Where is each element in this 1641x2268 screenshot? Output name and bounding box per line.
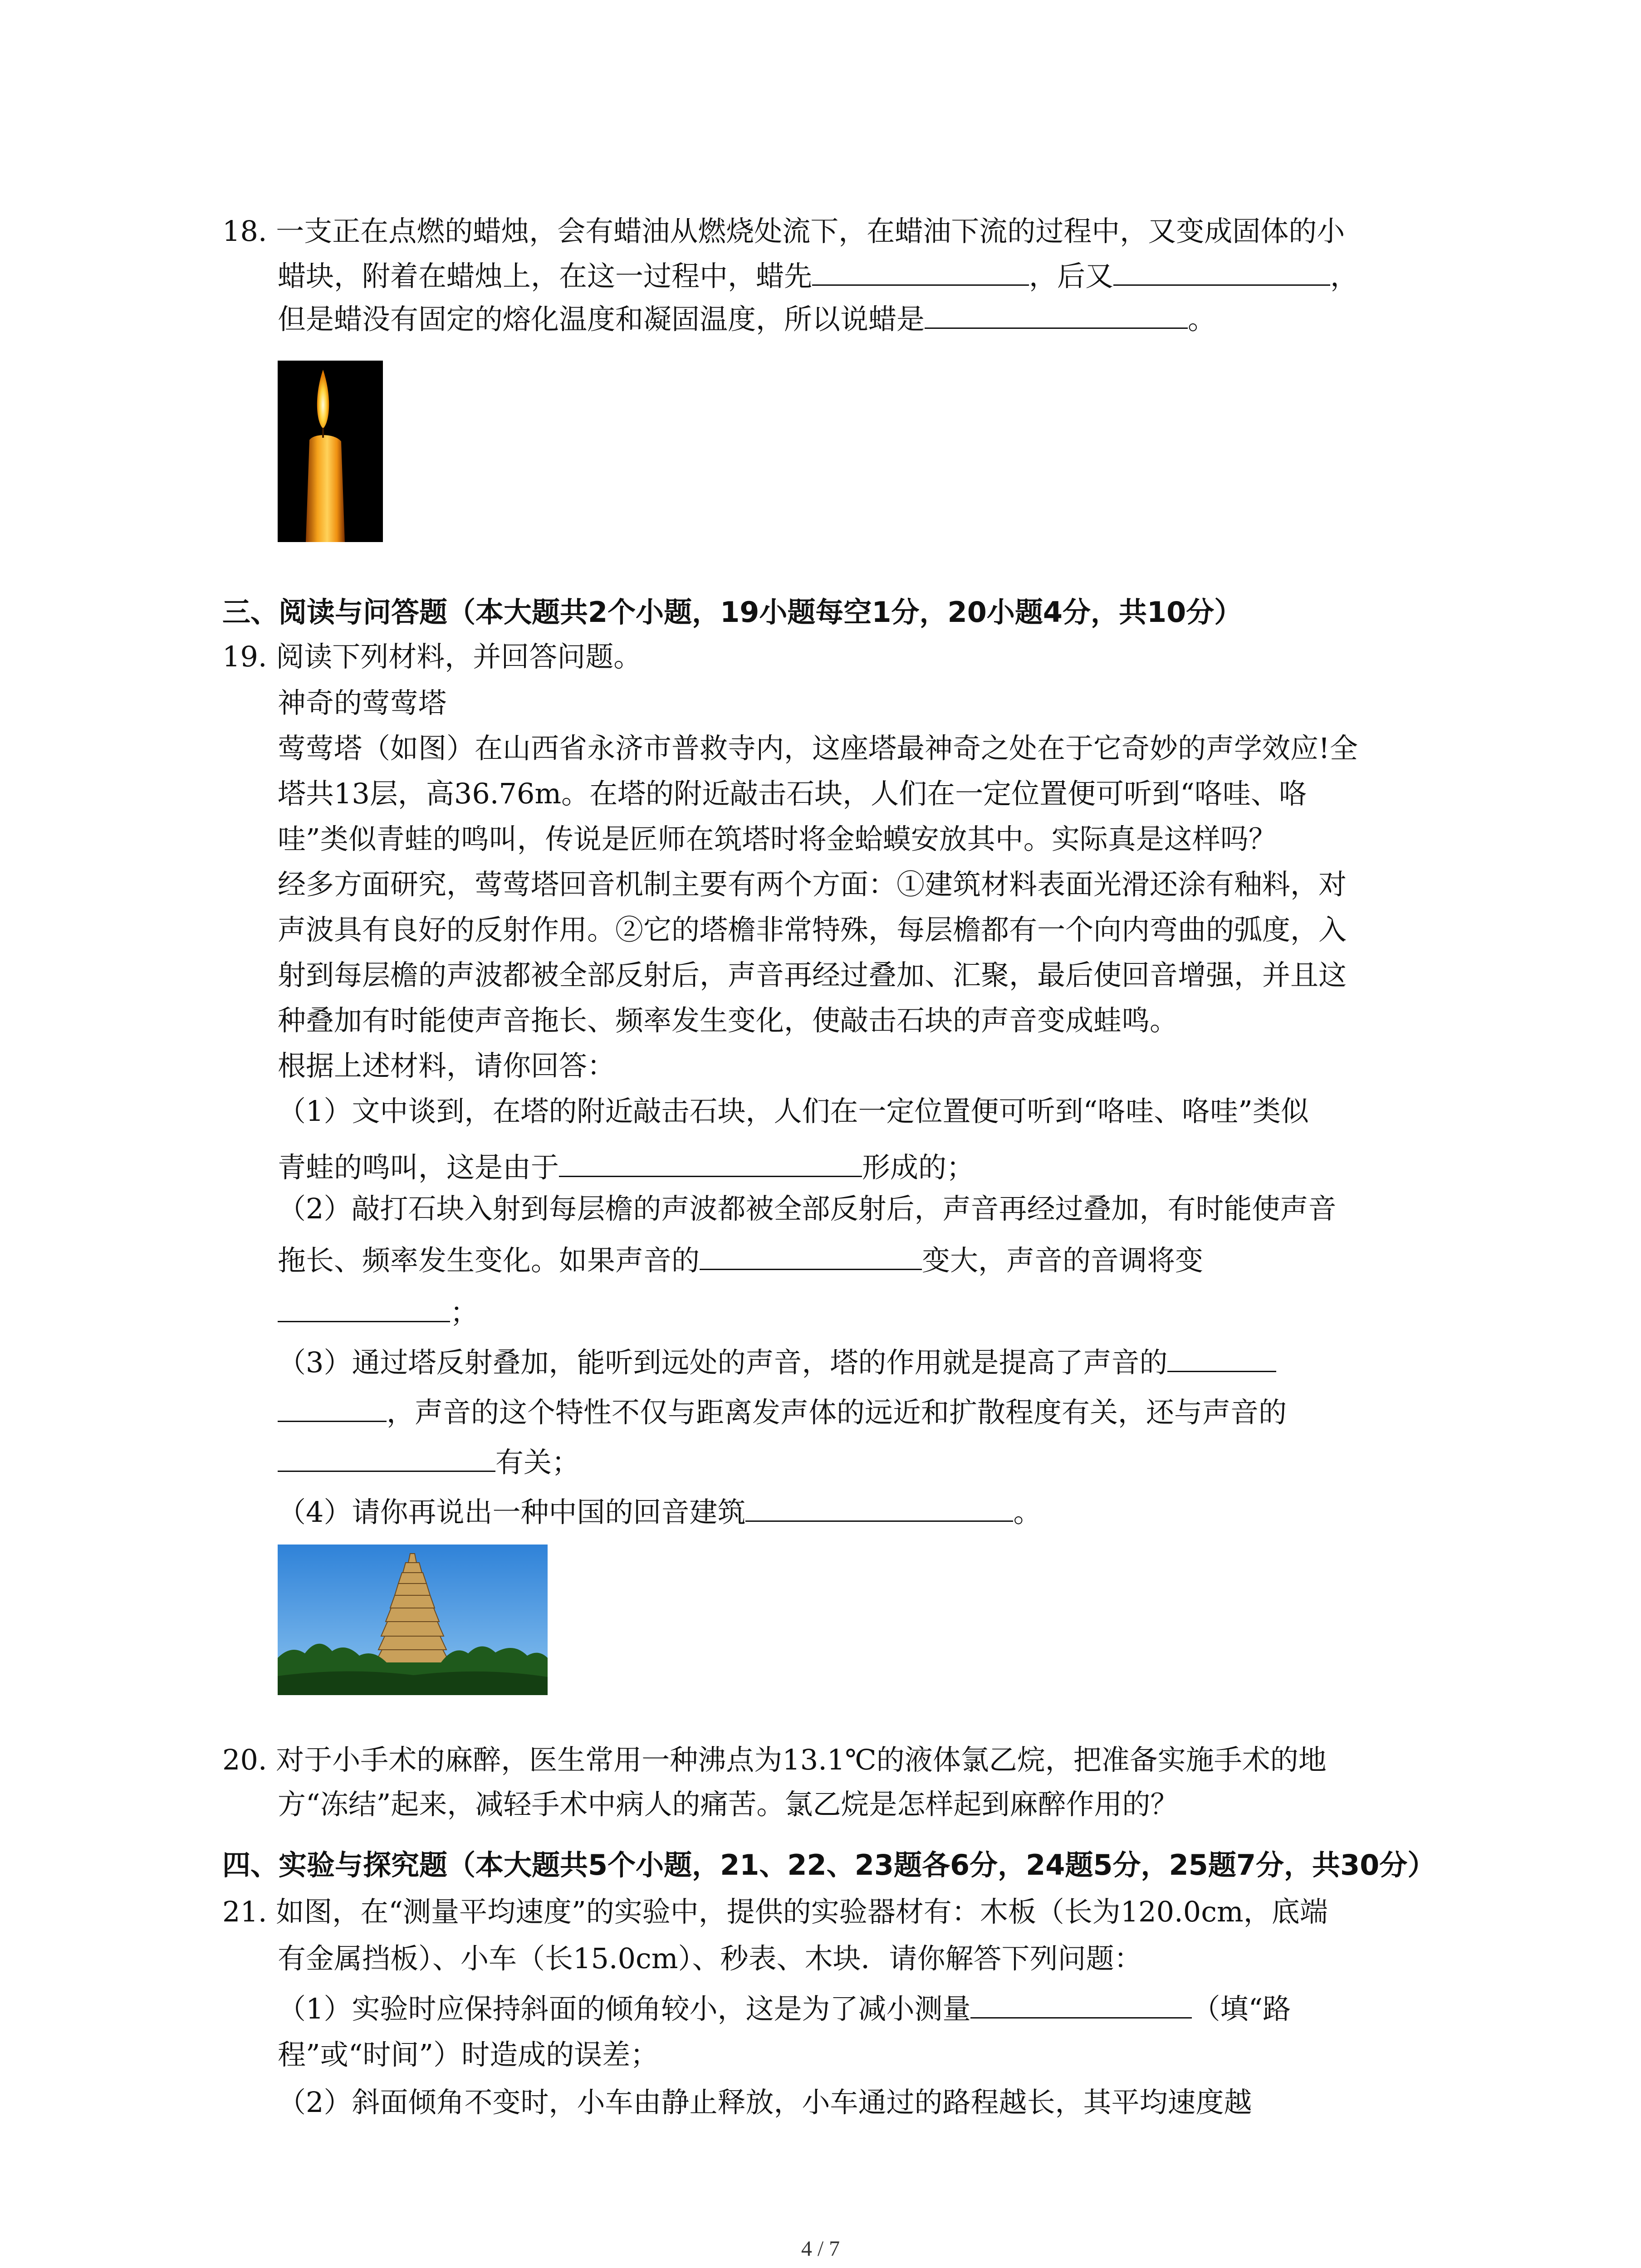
answer-blank[interactable] <box>278 1442 495 1472</box>
q19-part-2: （2）敲打石块入射到每层檐的声波都被全部反射后，声音再经过叠加，有时能使声音 <box>278 1192 1337 1225</box>
answer-blank[interactable] <box>745 1492 1013 1522</box>
q19-text: ； <box>450 1296 479 1329</box>
q19-line: 声波具有良好的反射作用。②它的塔檐非常特殊，每层檐都有一个向内弯曲的弧度，入 <box>278 913 1347 946</box>
q19-line: 射到每层檐的声波都被全部反射后，声音再经过叠加、汇聚，最后使回音增强，并且这 <box>278 958 1347 992</box>
q21-text: （填“路 <box>1192 1992 1291 2025</box>
answer-blank[interactable] <box>1113 256 1330 286</box>
answer-blank[interactable] <box>970 1989 1192 2019</box>
q19-part-1-cont <box>278 1148 975 1186</box>
q19-line: 经多方面研究，莺莺塔回音机制主要有两个方面：①建筑材料表面光滑还涂有釉料，对 <box>278 868 1347 901</box>
answer-blank[interactable] <box>925 299 1188 329</box>
pagoda-image <box>278 1545 548 1695</box>
q19-article-title: 神奇的莺莺塔 <box>278 686 447 719</box>
q19-text: 。 <box>1013 1496 1042 1529</box>
q19-text: 形成的； <box>862 1151 975 1184</box>
q21-part-1-cont: 程”或“时间”）时造成的误差； <box>278 2038 659 2071</box>
q19-part-3 <box>278 1343 1276 1381</box>
q19-line: 塔共13层，高36.76m。在塔的附近敲击石块，人们在一定位置便可听到“咯哇、咯 <box>278 777 1307 810</box>
answer-blank[interactable] <box>812 256 1029 286</box>
q19-text: 有关； <box>495 1446 580 1479</box>
q19-part-2-end <box>278 1293 478 1331</box>
q19-part-3-cont <box>278 1393 1287 1431</box>
answer-blank[interactable] <box>700 1241 922 1270</box>
q19-text: 青蛙的鸣叫，这是由于 <box>278 1151 559 1184</box>
q18-text: ，后又 <box>1029 259 1114 293</box>
answer-blank[interactable] <box>278 1293 450 1322</box>
q19-line: 种叠加有时能使声音拖长、频率发生变化，使敲击石块的声音变成蛙鸣。 <box>278 1004 1178 1037</box>
answer-blank[interactable] <box>278 1393 387 1422</box>
q19-line-1: 19. 阅读下列材料，并回答问题。 <box>222 640 642 673</box>
q18-line-1: 18. 一支正在点燃的蜡烛，会有蜡油从燃烧处流下，在蜡油下流的过程中，又变成固体的小 <box>222 215 1345 248</box>
q19-part-2-cont <box>278 1241 1203 1279</box>
q21-line-1: 21. 如图，在“测量平均速度”的实验中，提供的实验器材有：木板（长为120.0cm，底端 <box>222 1895 1328 1928</box>
page-number: 4 / 7 <box>801 2237 840 2261</box>
q18-text: ， <box>1330 259 1359 293</box>
q18-line-2 <box>278 256 1358 294</box>
q19-part-3-end <box>278 1442 580 1481</box>
q19-text: 变大，声音的音调将变 <box>922 1244 1204 1277</box>
answer-blank[interactable] <box>559 1148 862 1177</box>
q18-text: 蜡块，附着在蜡烛上，在这一过程中，蜡先 <box>278 259 813 293</box>
candle-image <box>278 361 383 542</box>
q21-text: （1）实验时应保持斜面的倾角较小，这是为了减小测量 <box>278 1992 971 2025</box>
candle-illustration <box>278 361 383 542</box>
q20-line-1: 20. 对于小手术的麻醉，医生常用一种沸点为13.1℃的液体氯乙烷，把准备实施手术的地 <box>222 1743 1327 1776</box>
q19-line: 哇”类似青蛙的鸣叫，传说是匠师在筑塔时将金蛤蟆安放其中。实际真是这样吗？ <box>278 822 1277 855</box>
q19-text: （4）请你再说出一种中国的回音建筑 <box>278 1496 746 1529</box>
q20-line-2: 方“冻结”起来，减轻手术中病人的痛苦。氯乙烷是怎样起到麻醉作用的？ <box>278 1788 1179 1821</box>
q19-line: 根据上述材料，请你回答： <box>278 1049 616 1082</box>
q21-part-1 <box>278 1989 1291 2027</box>
q19-line: 莺莺塔（如图）在山西省永济市普救寺内，这座塔最神奇之处在于它奇妙的声学效应!全 <box>278 732 1358 765</box>
q21-part-2: （2）斜面倾角不变时，小车由静止释放，小车通过的路程越长，其平均速度越 <box>278 2086 1252 2119</box>
section-4-heading: 四、实验与探究题（本大题共5个小题，21、22、23题各6分，24题5分，25题7分，共30分） <box>222 1848 1436 1882</box>
q18-line-3 <box>278 299 1216 337</box>
section-3-heading: 三、阅读与问答题（本大题共2个小题，19小题每空1分，20小题4分，共10分） <box>222 596 1243 629</box>
q19-part-4 <box>278 1492 1041 1530</box>
q19-part-1: （1）文中谈到，在塔的附近敲击石块，人们在一定位置便可听到“咯哇、咯哇”类似 <box>278 1095 1309 1128</box>
q19-text: （3）通过塔反射叠加，能听到远处的声音，塔的作用就是提高了声音的 <box>278 1346 1168 1379</box>
q18-text: 但是蜡没有固定的熔化温度和凝固温度，所以说蜡是 <box>278 303 925 336</box>
answer-blank[interactable] <box>1167 1343 1276 1372</box>
q18-text: 。 <box>1188 303 1216 336</box>
q19-text: 拖长、频率发生变化。如果声音的 <box>278 1244 700 1277</box>
pagoda-illustration <box>278 1545 548 1695</box>
q19-text: ，声音的这个特性不仅与距离发声体的远近和扩散程度有关，还与声音的 <box>387 1396 1287 1429</box>
q21-line-2: 有金属挡板）、小车（长15.0cm）、秒表、木块．请你解答下列问题： <box>278 1942 1142 1975</box>
